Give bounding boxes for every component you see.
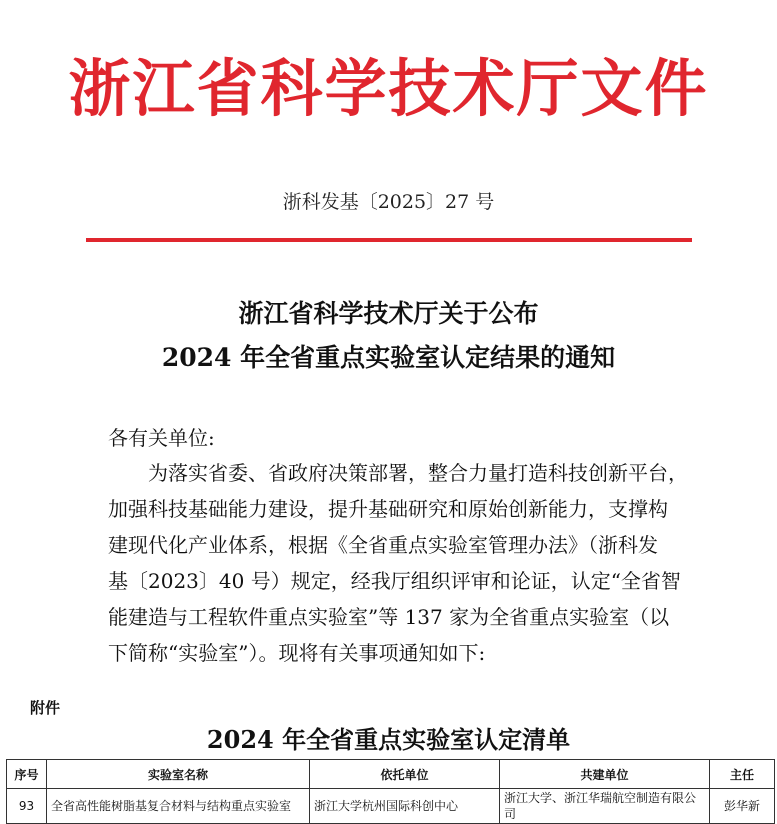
cell-host-unit: 浙江大学杭州国际科创中心	[310, 789, 500, 824]
table-row	[7, 789, 775, 824]
cell-co-builder: 浙江大学、浙江华瑞航空制造有限公司	[500, 789, 710, 824]
table-header-row	[7, 760, 775, 789]
cell-director: 彭华新	[710, 789, 775, 824]
column-header-director: 主任	[710, 760, 775, 789]
red-divider	[86, 238, 692, 242]
notice-title-line-2: 2024 年全省重点实验室认定结果的通知	[161, 343, 616, 372]
body-paragraph-line: 下简称“实验室”）。现将有关事项通知如下:	[108, 641, 486, 665]
cell-index: 93	[7, 789, 47, 824]
body-paragraph-line: 加强科技基础能力建设，提升基础研究和原始创新能力，支撑构	[108, 497, 668, 521]
column-header-index: 序号	[7, 760, 47, 789]
salutation: 各有关单位:	[108, 426, 215, 450]
lab-list-table	[6, 759, 775, 824]
masthead-title: 浙江省科学技术厅文件	[68, 52, 709, 125]
annex-label: 附件	[30, 699, 61, 717]
notice-title-line-1: 浙江省科学技术厅关于公布	[238, 299, 539, 328]
annex-list-title: 2024 年全省重点实验室认定清单	[206, 725, 571, 754]
document-number: 浙科发基〔2025〕27 号	[282, 191, 495, 213]
column-header-host-unit: 依托单位	[310, 760, 500, 789]
body-paragraph-line: 基〔2023〕40 号）规定，经我厅组织评审和论证，认定“全省智	[108, 569, 681, 593]
body-paragraph-line: 能建造与工程软件重点实验室”等 137 家为全省重点实验室（以	[108, 605, 670, 629]
cell-lab-name: 全省高性能树脂基复合材料与结构重点实验室	[47, 789, 310, 824]
body-paragraph-line: 为落实省委、省政府决策部署，整合力量打造科技创新平台，	[148, 461, 688, 485]
column-header-lab-name: 实验室名称	[47, 760, 310, 789]
column-header-co-builder: 共建单位	[500, 760, 710, 789]
body-paragraph-line: 建现代化产业体系，根据《全省重点实验室管理办法》（浙科发	[108, 533, 658, 557]
